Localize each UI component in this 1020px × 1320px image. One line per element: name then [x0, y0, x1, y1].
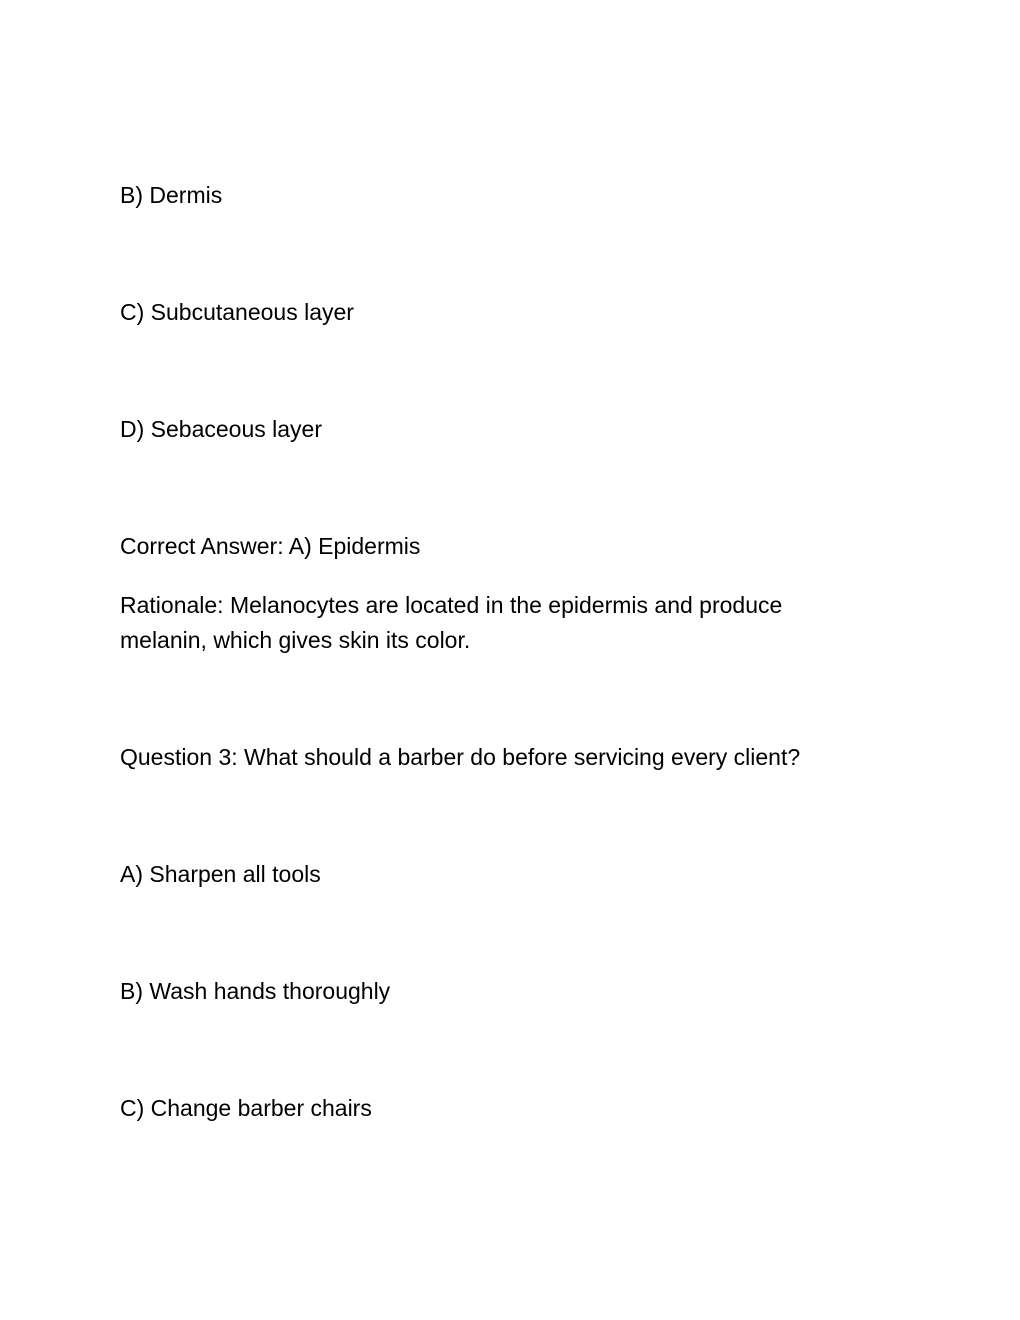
q2-option-b: B) Dermis: [120, 182, 223, 208]
q2-correct-answer: Correct Answer: A) Epidermis: [120, 533, 421, 559]
q2-option-c: C) Subcutaneous layer: [120, 299, 354, 325]
q3-option-a: A) Sharpen all tools: [120, 861, 321, 887]
q3-option-b: B) Wash hands thoroughly: [120, 978, 391, 1004]
q3-option-c: C) Change barber chairs: [120, 1095, 372, 1121]
q3-question: Question 3: What should a barber do before servicing every client?: [120, 744, 801, 770]
q2-rationale: Rationale: Melanocytes are located in the epidermis and produce melanin, which gives skin its color.: [120, 592, 783, 653]
q2-option-d: D) Sebaceous layer: [120, 416, 322, 442]
